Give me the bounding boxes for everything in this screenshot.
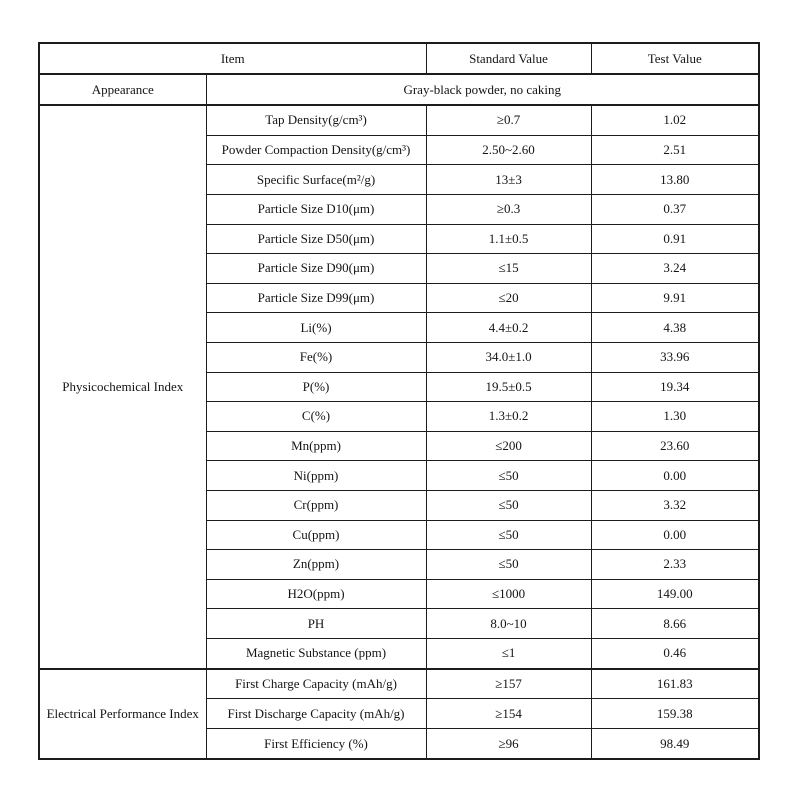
standard-value-cell: ≥0.3 bbox=[426, 194, 591, 224]
test-value-cell: 13.80 bbox=[591, 165, 759, 195]
standard-value-cell: ≥157 bbox=[426, 669, 591, 699]
item-cell: First Discharge Capacity (mAh/g) bbox=[206, 699, 426, 729]
appearance-value-cell: Gray-black powder, no caking bbox=[206, 74, 759, 105]
test-value-cell: 0.00 bbox=[591, 520, 759, 550]
appearance-row bbox=[39, 74, 759, 105]
item-cell: Particle Size D50(μm) bbox=[206, 224, 426, 254]
item-cell: H2O(ppm) bbox=[206, 579, 426, 609]
test-value-cell: 159.38 bbox=[591, 699, 759, 729]
header-cell-standard-value: Standard Value bbox=[426, 43, 591, 74]
header-cell-item: Item bbox=[39, 43, 426, 74]
appearance-label-cell: Appearance bbox=[39, 74, 206, 105]
standard-value-cell: ≥154 bbox=[426, 699, 591, 729]
standard-value-cell: 4.4±0.2 bbox=[426, 313, 591, 343]
item-cell: Particle Size D99(μm) bbox=[206, 283, 426, 313]
standard-value-cell: ≥0.7 bbox=[426, 105, 591, 135]
test-value-cell: 23.60 bbox=[591, 431, 759, 461]
test-value-cell: 98.49 bbox=[591, 729, 759, 759]
test-value-cell: 1.02 bbox=[591, 105, 759, 135]
standard-value-cell: ≥96 bbox=[426, 729, 591, 759]
item-cell: Zn(ppm) bbox=[206, 550, 426, 580]
test-value-cell: 19.34 bbox=[591, 372, 759, 402]
table-row bbox=[39, 105, 759, 135]
standard-value-cell: 34.0±1.0 bbox=[426, 342, 591, 372]
standard-value-cell: 13±3 bbox=[426, 165, 591, 195]
test-value-cell: 9.91 bbox=[591, 283, 759, 313]
test-value-cell: 0.37 bbox=[591, 194, 759, 224]
test-value-cell: 0.46 bbox=[591, 638, 759, 668]
test-value-cell: 149.00 bbox=[591, 579, 759, 609]
standard-value-cell: 1.1±0.5 bbox=[426, 224, 591, 254]
standard-value-cell: ≤50 bbox=[426, 520, 591, 550]
item-cell: PH bbox=[206, 609, 426, 639]
spec-table bbox=[38, 42, 760, 760]
standard-value-cell: ≤50 bbox=[426, 550, 591, 580]
item-cell: Particle Size D90(μm) bbox=[206, 254, 426, 284]
item-cell: First Charge Capacity (mAh/g) bbox=[206, 669, 426, 699]
item-cell: Li(%) bbox=[206, 313, 426, 343]
item-cell: Ni(ppm) bbox=[206, 461, 426, 491]
test-value-cell: 161.83 bbox=[591, 669, 759, 699]
standard-value-cell: 8.0~10 bbox=[426, 609, 591, 639]
electrical-section-label-cell: Electrical Performance Index bbox=[39, 669, 206, 759]
item-cell: Cr(ppm) bbox=[206, 490, 426, 520]
item-cell: Tap Density(g/cm³) bbox=[206, 105, 426, 135]
item-cell: Cu(ppm) bbox=[206, 520, 426, 550]
physicochemical-section-label-cell: Physicochemical Index bbox=[39, 105, 206, 669]
test-value-cell: 2.33 bbox=[591, 550, 759, 580]
item-cell: Mn(ppm) bbox=[206, 431, 426, 461]
item-cell: Particle Size D10(μm) bbox=[206, 194, 426, 224]
standard-value-cell: 19.5±0.5 bbox=[426, 372, 591, 402]
item-cell: C(%) bbox=[206, 402, 426, 432]
test-value-cell: 1.30 bbox=[591, 402, 759, 432]
item-cell: Fe(%) bbox=[206, 342, 426, 372]
table-header-row bbox=[39, 43, 759, 74]
item-cell: Specific Surface(m²/g) bbox=[206, 165, 426, 195]
test-value-cell: 33.96 bbox=[591, 342, 759, 372]
test-value-cell: 2.51 bbox=[591, 135, 759, 165]
standard-value-cell: ≤1 bbox=[426, 638, 591, 668]
test-value-cell: 8.66 bbox=[591, 609, 759, 639]
standard-value-cell: ≤20 bbox=[426, 283, 591, 313]
standard-value-cell: 1.3±0.2 bbox=[426, 402, 591, 432]
standard-value-cell: ≤200 bbox=[426, 431, 591, 461]
item-cell: Magnetic Substance (ppm) bbox=[206, 638, 426, 668]
test-value-cell: 4.38 bbox=[591, 313, 759, 343]
table-row bbox=[39, 669, 759, 699]
test-value-cell: 0.00 bbox=[591, 461, 759, 491]
item-cell: Powder Compaction Density(g/cm³) bbox=[206, 135, 426, 165]
standard-value-cell: 2.50~2.60 bbox=[426, 135, 591, 165]
item-cell: P(%) bbox=[206, 372, 426, 402]
standard-value-cell: ≤15 bbox=[426, 254, 591, 284]
test-value-cell: 0.91 bbox=[591, 224, 759, 254]
standard-value-cell: ≤50 bbox=[426, 490, 591, 520]
test-value-cell: 3.24 bbox=[591, 254, 759, 284]
standard-value-cell: ≤1000 bbox=[426, 579, 591, 609]
test-value-cell: 3.32 bbox=[591, 490, 759, 520]
item-cell: First Efficiency (%) bbox=[206, 729, 426, 759]
standard-value-cell: ≤50 bbox=[426, 461, 591, 491]
header-cell-test-value: Test Value bbox=[591, 43, 759, 74]
